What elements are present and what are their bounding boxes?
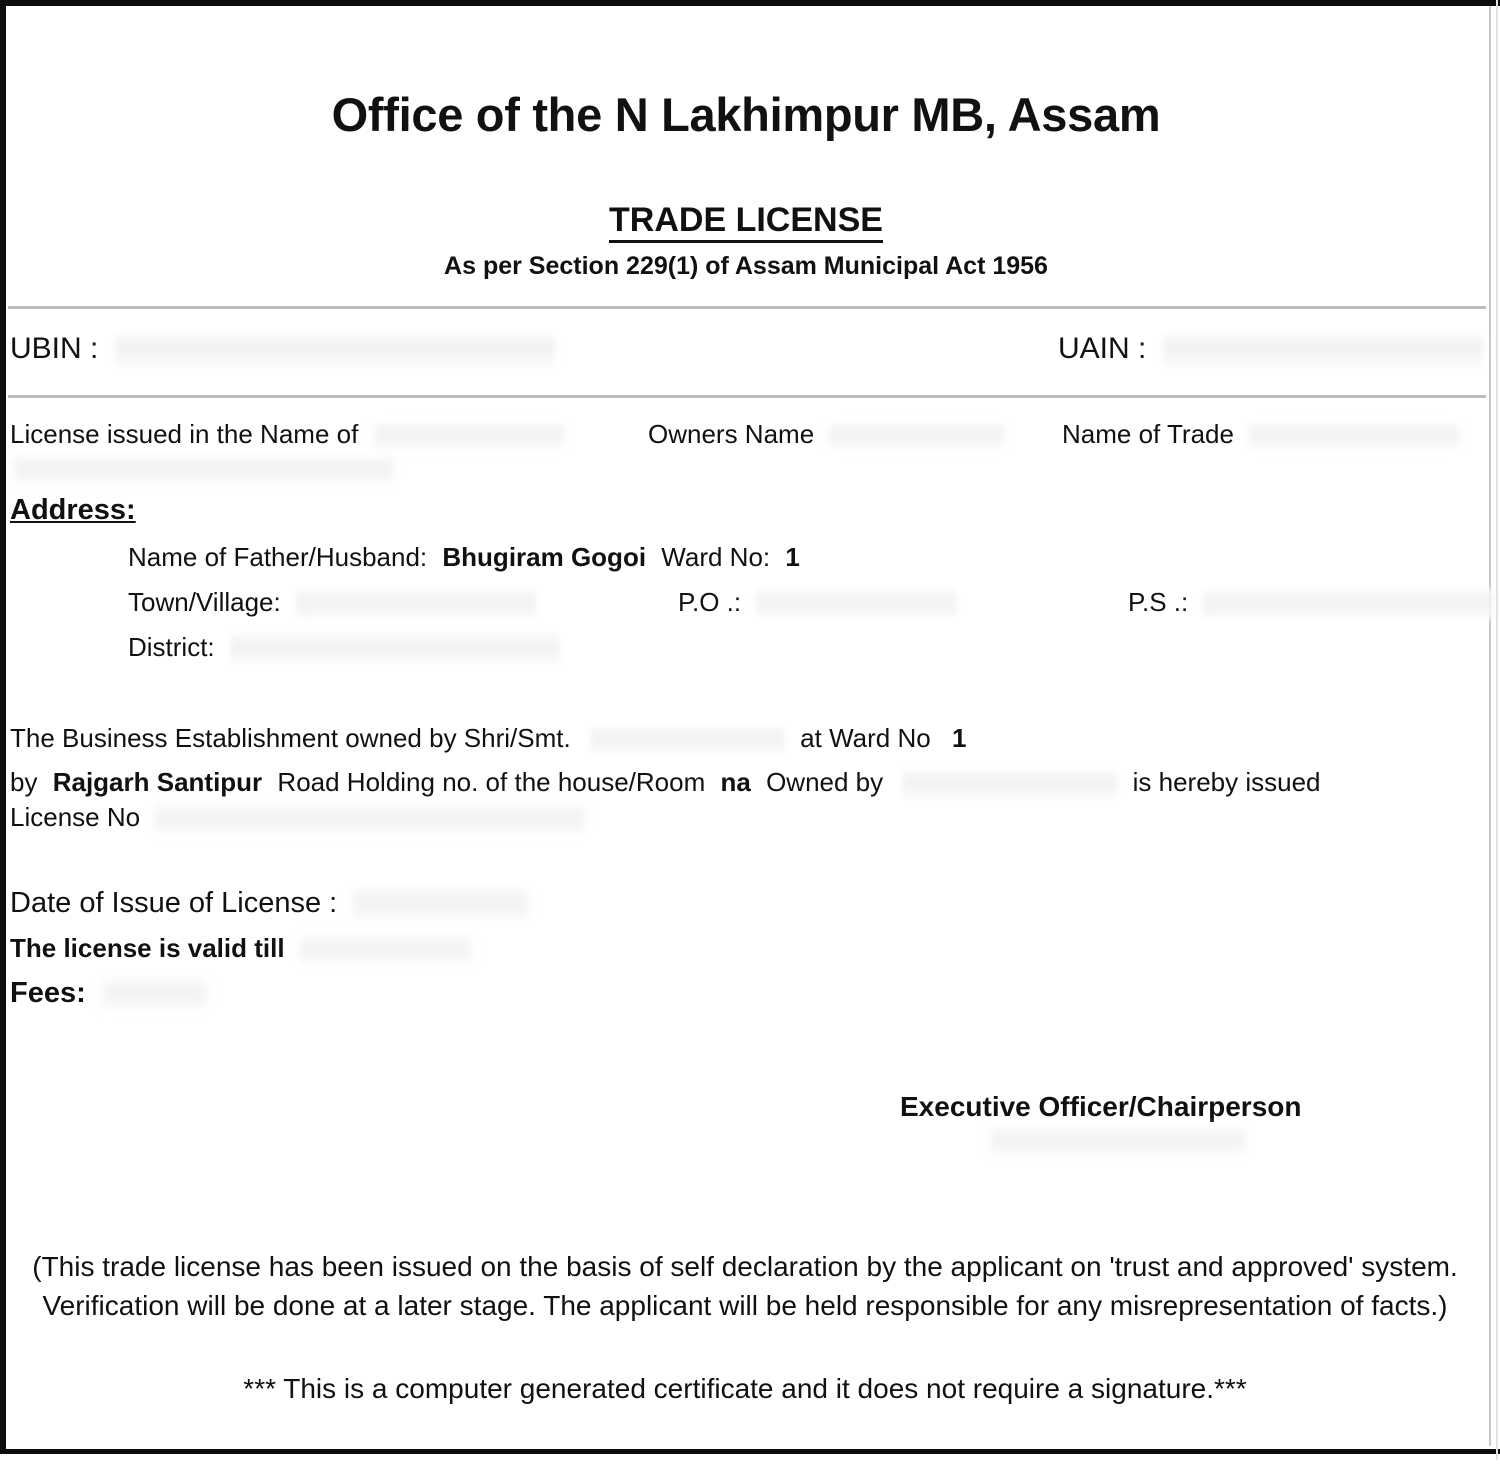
document-border-bottom (0, 1449, 1500, 1454)
fees-label: Fees: (10, 977, 86, 1009)
valid-till-value-redacted (300, 935, 470, 965)
father-husband-label: Name of Father/Husband: (128, 542, 428, 572)
uain-field (1058, 330, 1483, 368)
separator-below-identifiers (8, 395, 1486, 398)
town-village-field (128, 586, 536, 619)
license-name-label: License issued in the Name of (10, 419, 359, 449)
district-label: District: (128, 632, 215, 662)
trade-name-label: Name of Trade (1062, 419, 1234, 449)
signatory-title: Executive Officer/Chairperson (900, 1091, 1302, 1122)
district-value-redacted (230, 634, 560, 664)
issue-date-field (10, 885, 528, 921)
establishment-owned-by-label: Owned by (766, 767, 884, 797)
signatory-name (990, 1124, 1245, 1155)
district-field (128, 631, 560, 664)
footer-disclaimer: (This trade license has been issued on the basis of self declaration by the applicant on 'trust and approved' system. Verification will be done at a later stage. The applicant will be held responsible for any misrepresentation of facts.) (32, 1251, 1458, 1321)
certificate-title (6, 201, 1486, 240)
license-name-value-redacted (374, 422, 564, 450)
uain-value-redacted (1163, 333, 1483, 367)
ubin-value-redacted (115, 333, 555, 367)
ubin-label: UBIN : (10, 332, 99, 365)
establishment-owner-value-redacted (590, 726, 785, 754)
ubin-field (10, 330, 555, 368)
establishment-ward-value: 1 (951, 723, 967, 753)
establishment-by-label: by (10, 767, 38, 797)
license-name-field (10, 418, 564, 451)
owners-name-field (648, 418, 1004, 451)
police-station-value-redacted (1203, 589, 1493, 619)
footer-signature-note: *** This is a computer generated certificate and it does not require a signature.*** (243, 1373, 1247, 1404)
signatory-name-redacted (990, 1127, 1245, 1155)
issue-date-label: Date of Issue of License : (10, 887, 338, 919)
fees-value-redacted (102, 979, 207, 1009)
police-station-label: P.S .: (1128, 587, 1189, 617)
ward-no-value: 1 (785, 542, 800, 572)
document-border-right (1489, 6, 1491, 1446)
uain-label: UAIN : (1058, 332, 1147, 365)
valid-till-field (10, 932, 470, 965)
ward-no-label: Ward No: (661, 542, 771, 572)
address-section-label: Address: (10, 494, 136, 526)
father-husband-field (128, 541, 800, 574)
certificate-title-text: TRADE LICENSE (609, 201, 883, 243)
separator-above-identifiers (8, 306, 1486, 309)
license-number-field (10, 801, 585, 834)
document-border-right-outer (1496, 0, 1498, 1460)
establishment-owned-by-value-redacted (902, 770, 1117, 798)
issue-date-value-redacted (353, 888, 528, 920)
license-name-value-line2 (14, 452, 394, 485)
owners-name-label: Owners Name (648, 419, 815, 449)
valid-till-label: The license is valid till (10, 933, 285, 963)
establishment-holding-label: Road Holding no. of the house/Room (277, 767, 706, 797)
establishment-prefix: The Business Establishment owned by Shri/Smt. (10, 723, 571, 753)
establishment-room-value: na (720, 767, 751, 797)
license-number-value-redacted (155, 804, 585, 834)
establishment-line-1 (10, 722, 966, 755)
license-number-label: License No (10, 802, 141, 832)
establishment-road-value: Rajgarh Santipur (52, 767, 263, 797)
trade-name-field (1062, 418, 1459, 451)
police-station-field (1128, 586, 1493, 619)
post-office-value-redacted (756, 589, 956, 619)
town-village-label: Town/Village: (128, 587, 281, 617)
act-reference: As per Section 229(1) of Assam Municipal Act 1956 (444, 252, 1048, 280)
father-husband-value: Bhugiram Gogoi (442, 542, 647, 572)
license-name-value-line2-redacted (14, 456, 394, 484)
office-title: Office of the N Lakhimpur MB, Assam (331, 88, 1161, 141)
trade-name-value-redacted (1249, 422, 1459, 450)
owners-name-value-redacted (829, 422, 1004, 450)
post-office-label: P.O .: (678, 587, 742, 617)
establishment-ward-label: at Ward No (800, 723, 931, 753)
document-border-top (0, 0, 1500, 6)
establishment-line-2 (10, 766, 1321, 799)
town-village-value-redacted (296, 589, 536, 619)
fees-field (10, 975, 207, 1011)
establishment-suffix: is hereby issued (1132, 767, 1321, 797)
post-office-field (678, 586, 956, 619)
